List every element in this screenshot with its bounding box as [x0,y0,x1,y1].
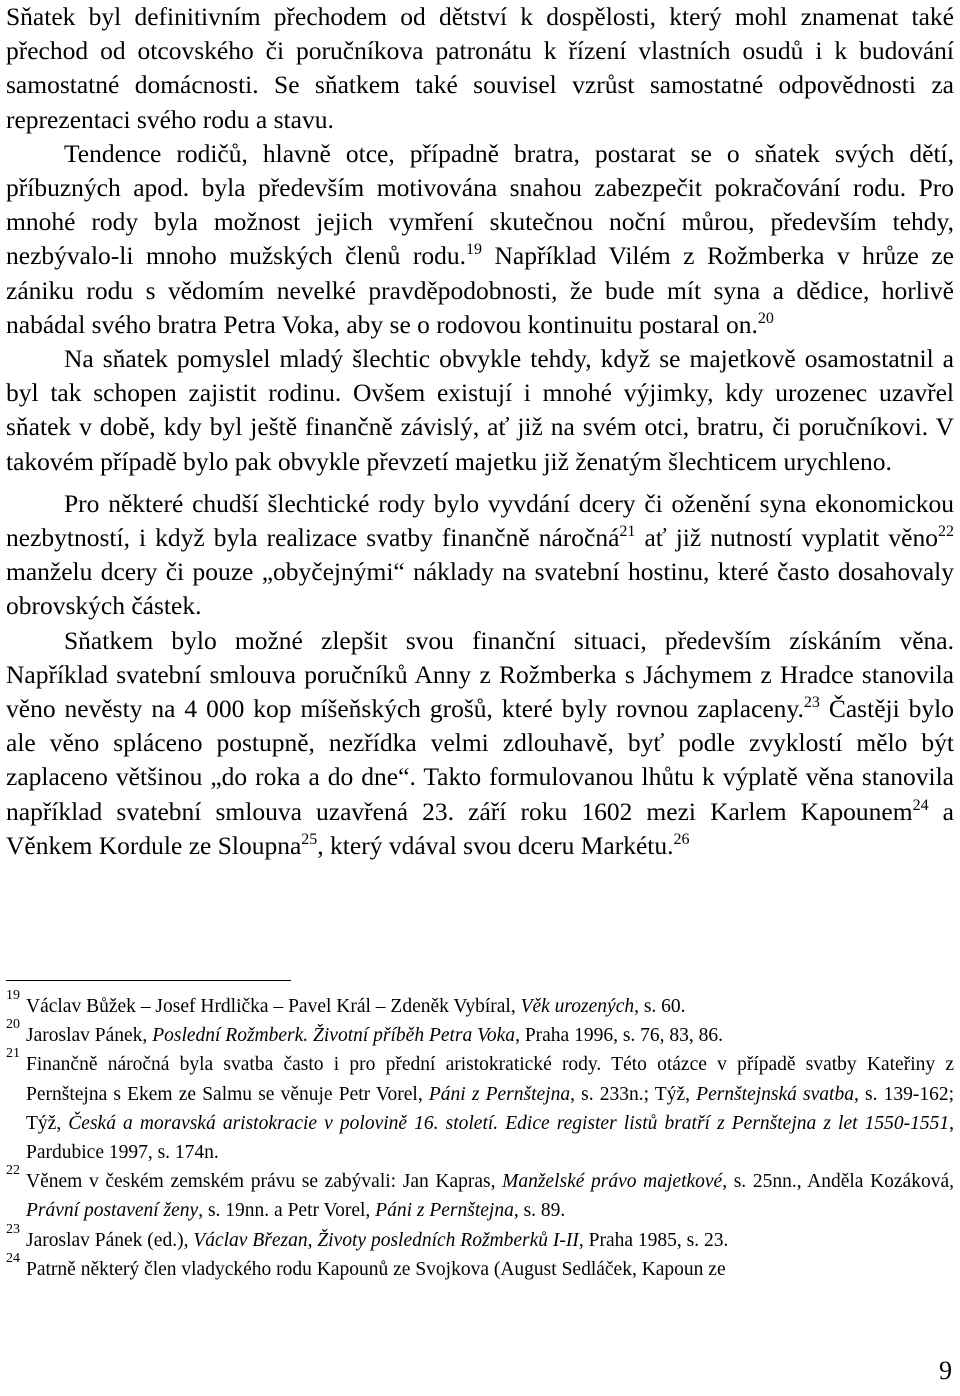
text-run: Sňatkem bylo možné zlepšit svou finanční situaci, především získáním věna. Například svatební smlouva poručníků Anny z Rožmberka s Jáchymem z Hradce stanovila věno nevěsty na 4 000 kop míšeňských grošů, které byly rovnou zaplaceny. [6,625,954,724]
footnote-number: 21 [6,1046,20,1062]
text-run: Finančně náročná byla svatba často i pro přední aristokratické rody. Této otázce v případě svatby Kateřiny z Pernštejna s Ekem ze Salmu se věnuje Petr Vorel, [26,1054,954,1105]
footnote-ref: 26 [673,830,690,848]
italic-title: Páni z Pernštejna [428,1083,571,1105]
italic-title: Páni z Pernštejna [375,1200,514,1222]
footnote [6,1046,955,1167]
italic-title: Česká a moravská aristokracie v polovině 16. století. Edice register listů bratří z Pernštejna z let 1550-1551 [68,1112,950,1134]
text-run: Pro některé chudší šlechtické rody bylo vyvdání dcery či oženění syna ekonomickou nezbytností, i když byla realizace svatby finančně náročná [6,488,954,553]
text-run: , který vdával svou dceru Markétu. [317,830,674,860]
footnote-ref: 25 [301,830,318,848]
footnote [6,1250,954,1284]
italic-title: Poslední Rožmberk. Životní příběh Petra Voka [152,1025,516,1047]
text-run: , Pardubice 1997, s. 174n. [26,1112,954,1164]
body-text [6,0,954,863]
text-run: , Praha 1996, s. 76, 83, 86. [515,1025,724,1047]
text-run: Věnem v českém zemském právu se zabývali: Jan Kapras, [26,1171,503,1193]
footnote-number: 20 [6,1017,20,1033]
footnote-ref: 23 [803,694,820,712]
paragraph [6,137,954,342]
paragraph-gap [6,479,954,487]
text-run: Sňatek byl definitivním přechodem od dětství k dospělosti, který mohl znamenat také přechod od otcovského či poručníkova patronátu k řízení vlastních osudů i k budování samostatné domácnosti. Se sňatkem také souvisel vzrůst samostatné odpovědnosti za reprezentaci svého rodu a stavu. [6,2,954,134]
text-run: , s. 60. [634,996,686,1017]
footnote [6,988,954,1021]
footnote-ref: 24 [912,796,929,814]
page-number: 9 [939,1356,952,1385]
footnote-ref: 21 [619,523,636,541]
paragraph [6,0,954,137]
paragraph [6,487,954,624]
footnote-separator [6,980,291,981]
paragraph [6,624,954,863]
text-run: , s. 19nn. a Petr Vorel, [198,1200,376,1222]
footnote-ref: 22 [938,523,954,541]
footnote-number: 22 [6,1163,20,1179]
footnote-ref: 19 [465,241,482,259]
text-run: Jaroslav Pánek (ed.), [26,1229,194,1251]
italic-title: Václav Březan, Životy posledních Rožmberků I-II [193,1229,579,1251]
text-run: ať již nutností vyplatit věno [635,523,938,553]
text-run: Například Vilém z Rožmberka v hrůze ze zániku rodu s vědomím nevelké pravděpodobnosti, že bude mít syna a dědice, horlivě nabádal svého bratra Petra Voka, aby se o rodovou kontinuitu postaral on. [6,241,954,339]
text-run: , Praha 1985, s. 23. [578,1229,729,1251]
footnote-number: 19 [6,988,20,1003]
italic-title: Manželské právo majetkové [502,1171,723,1193]
text-run: Na sňatek pomyslel mladý šlechtic obvykle tehdy, když se majetkově osamostatnil a byl tak schopen zajistit rodinu. Ovšem existují i mnohé výjimky, kdy urozenec uzavřel sňatek v době, kdy byl ještě finančně závislý, ať již na svém otci, bratru, či poručníkovi. V takovém případě bylo pak obvykle převzetí majetku již ženatým šlechticem urychleno. [6,344,954,476]
italic-title: Věk urozených [520,996,635,1017]
text-run: Tendence rodičů, hlavně otce, případně bratra, postarat se o sňatek svých dětí, příbuzných apod. byla především motivována snahou zabezpečit pokračování rodu. Pro mnohé rody byla možnost jejich vymření skutečnou noční můrou, především tehdy, nezbývalo-li mnoho mužských členů rodu. [6,138,954,271]
text-run: a Věnkem Kordule ze Sloupna [6,796,954,860]
text-run: Václav Bůžek – Josef Hrdlička – Pavel Král – Zdeněk Vybíral, [26,996,521,1017]
footnote [6,1221,954,1255]
text-run: , s. 25nn., Anděla Kozáková, [722,1171,954,1193]
text-run: , s. 139-162; Týž, [26,1083,955,1134]
footnote-number: 24 [6,1250,20,1266]
text-run: manželu dcery či pouze „obyčejnými“ náklady na svatební hostinu, které často dosahovaly obrovských částek. [6,557,954,621]
italic-title: Právní postavení ženy [26,1200,199,1222]
text-run: Častěji bylo ale věno spláceno postupně, nezřídka velmi zdlouhavě, byť podle zvyklostí mělo být zaplaceno většinou „do roka a do dne“. Takto formulovanou lhůtu k výplatě věna stanovila například svatební smlouva uzavřená 23. září roku 1602 mezi Karlem Kapounem [6,694,954,826]
footnote [6,1163,954,1225]
text-run: Patrně některý člen vladyckého rodu Kapounů ze Svojkova (August Sedláček, Kapoun ze [26,1258,726,1280]
text-run: , s. 233n.; Týž, [570,1083,697,1105]
footnote-ref: 20 [757,309,774,327]
italic-title: Pernštejnská svatba [696,1083,854,1105]
text-run: Jaroslav Pánek, [26,1025,153,1047]
footnote-number: 23 [6,1221,20,1237]
paragraph [6,342,954,479]
footnotes [6,988,955,1284]
footnote [6,1017,954,1050]
text-run: , s. 89. [513,1200,566,1222]
